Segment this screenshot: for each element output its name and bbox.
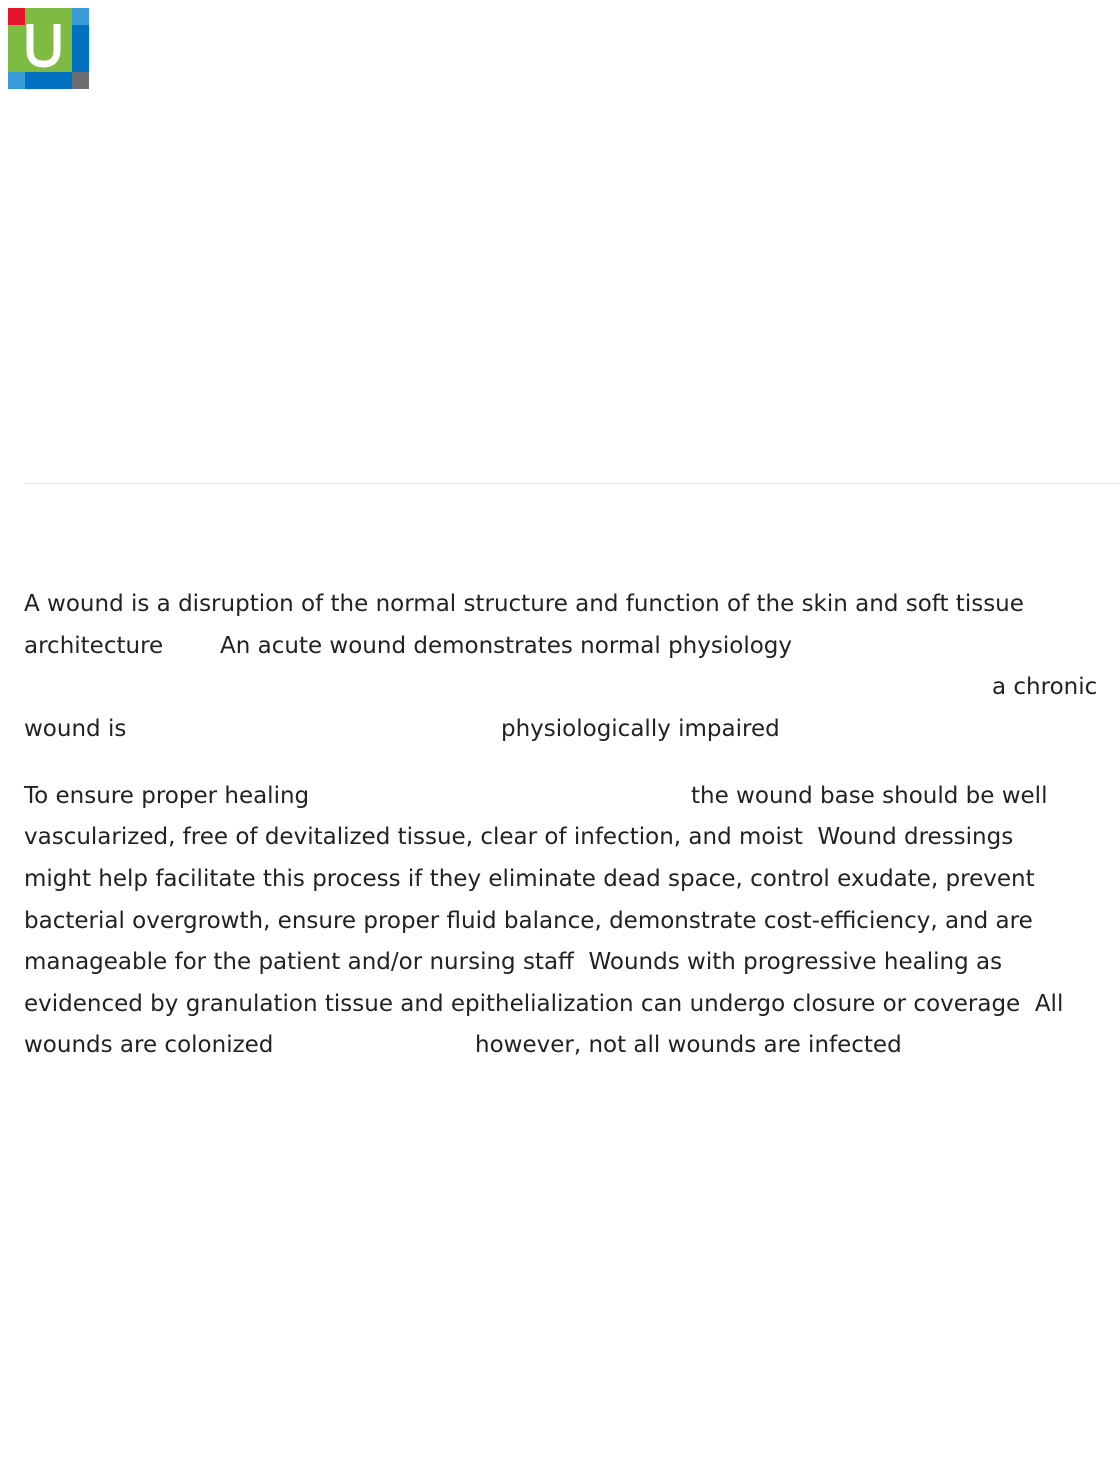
logo-lightblue-tile-bottom: [8, 72, 25, 89]
text-line: might help facilitate this process if they eliminate dead space, control exudate, prevent: [24, 866, 1035, 893]
text-line: To ensure proper healing the wound base should be well: [24, 782, 1048, 809]
text-line: architecture An acute wound demonstrates normal physiology: [24, 632, 792, 659]
uptodate-logo: [8, 8, 89, 89]
logo-blue-tile-right: [72, 25, 89, 72]
logo-gray-tile: [72, 72, 89, 89]
paragraph-wound-definition: [24, 584, 1102, 750]
text-line: vascularized, free of devitalized tissue, clear of infection, and moist Wound dressings: [24, 824, 1014, 851]
text-line: a chronic: [992, 674, 1098, 701]
logo-blue-tile-bottom: [25, 72, 72, 89]
text-line: evidenced by granulation tissue and epithelialization can undergo closure or coverage All: [24, 990, 1064, 1017]
text-line: manageable for the patient and/or nursing staff Wounds with progressive healing as: [24, 949, 1003, 976]
text-line: bacterial overgrowth, ensure proper fluid balance, demonstrate cost-efficiency, and are: [24, 907, 1033, 934]
text-line: A wound is a disruption of the normal structure and function of the skin and soft tissue: [24, 591, 1024, 617]
text-line: wound is physiologically impaired: [24, 715, 780, 742]
header-divider: [24, 483, 1119, 484]
logo-red-tile-top: [8, 8, 25, 25]
paragraph-wound-healing: [24, 776, 1102, 1067]
logo-lightblue-tile-right: [72, 8, 89, 25]
text-line: wounds are colonized however, not all wounds are infected: [24, 1032, 902, 1059]
article-body: [24, 584, 1102, 1067]
